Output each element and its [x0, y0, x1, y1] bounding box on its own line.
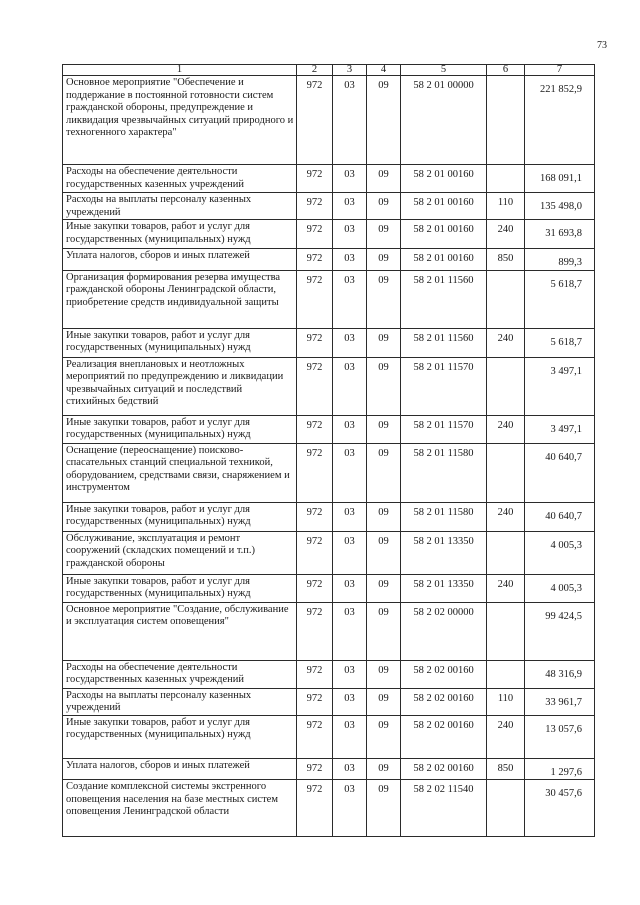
table-row — [63, 443, 595, 502]
row-target-code: 58 2 01 11560 — [401, 328, 487, 357]
row-subsection: 09 — [367, 76, 401, 165]
row-expense-type — [487, 531, 525, 574]
row-section: 03 — [333, 76, 367, 165]
row-grbs: 972 — [297, 758, 333, 780]
row-name: Расходы на обеспечение деятельности государственных казенных учреждений — [63, 660, 297, 688]
row-amount: 135 498,0 — [525, 193, 595, 220]
row-subsection: 09 — [367, 531, 401, 574]
row-name: Расходы на обеспечение деятельности государственных казенных учреждений — [63, 165, 297, 193]
row-subsection: 09 — [367, 574, 401, 602]
row-expense-type: 850 — [487, 249, 525, 271]
header-col-4: 4 — [367, 65, 401, 76]
row-amount: 5 618,7 — [525, 270, 595, 328]
row-target-code: 58 2 01 11580 — [401, 443, 487, 502]
row-amount: 168 091,1 — [525, 165, 595, 193]
row-target-code: 58 2 02 00160 — [401, 660, 487, 688]
row-section: 03 — [333, 660, 367, 688]
row-amount: 40 640,7 — [525, 502, 595, 531]
row-target-code: 58 2 01 00000 — [401, 76, 487, 165]
row-grbs: 972 — [297, 249, 333, 271]
table-row — [63, 602, 595, 660]
row-target-code: 58 2 01 00160 — [401, 165, 487, 193]
row-section: 03 — [333, 443, 367, 502]
row-expense-type: 240 — [487, 415, 525, 443]
row-section: 03 — [333, 715, 367, 758]
row-amount: 4 005,3 — [525, 531, 595, 574]
row-section: 03 — [333, 357, 367, 415]
table-row — [63, 415, 595, 443]
row-grbs: 972 — [297, 574, 333, 602]
row-subsection: 09 — [367, 758, 401, 780]
table-header-row — [63, 65, 595, 76]
row-section: 03 — [333, 165, 367, 193]
row-subsection: 09 — [367, 602, 401, 660]
row-expense-type — [487, 165, 525, 193]
row-name: Иные закупки товаров, работ и услуг для государственных (муниципальных) нужд — [63, 715, 297, 758]
row-section: 03 — [333, 758, 367, 780]
row-section: 03 — [333, 780, 367, 837]
table-row — [63, 249, 595, 271]
row-grbs: 972 — [297, 220, 333, 249]
row-expense-type — [487, 660, 525, 688]
row-section: 03 — [333, 574, 367, 602]
row-name: Иные закупки товаров, работ и услуг для государственных (муниципальных) нужд — [63, 415, 297, 443]
header-col-1: 1 — [63, 65, 297, 76]
row-section: 03 — [333, 688, 367, 715]
row-expense-type: 240 — [487, 715, 525, 758]
row-name: Основное мероприятие "Обеспечение и поддержание в постоянной готовности систем гражданской обороны, предупреждение и ликвидация чрезвычайных ситуаций природного и техногенного характера" — [63, 76, 297, 165]
row-subsection: 09 — [367, 165, 401, 193]
row-section: 03 — [333, 502, 367, 531]
row-target-code: 58 2 01 11570 — [401, 357, 487, 415]
table-row — [63, 688, 595, 715]
row-target-code: 58 2 01 00160 — [401, 249, 487, 271]
row-name: Создание комплексной системы экстренного оповещения населения на базе местных систем оповещения Ленинградской области — [63, 780, 297, 837]
row-grbs: 972 — [297, 443, 333, 502]
header-col-2: 2 — [297, 65, 333, 76]
row-target-code: 58 2 02 00160 — [401, 688, 487, 715]
table-row — [63, 165, 595, 193]
row-expense-type: 850 — [487, 758, 525, 780]
row-name: Оснащение (переоснащение) поисково-спасательных станций специальной техникой, оборудованием, средствами связи, снаряжением и инструментом — [63, 443, 297, 502]
row-target-code: 58 2 01 11570 — [401, 415, 487, 443]
page-number: 73 — [597, 40, 607, 51]
row-section: 03 — [333, 220, 367, 249]
row-subsection: 09 — [367, 415, 401, 443]
row-amount: 33 961,7 — [525, 688, 595, 715]
row-target-code: 58 2 02 00000 — [401, 602, 487, 660]
table-row — [63, 780, 595, 837]
table-row — [63, 76, 595, 165]
row-subsection: 09 — [367, 193, 401, 220]
row-grbs: 972 — [297, 165, 333, 193]
row-grbs: 972 — [297, 602, 333, 660]
row-section: 03 — [333, 531, 367, 574]
row-grbs: 972 — [297, 660, 333, 688]
row-amount: 13 057,6 — [525, 715, 595, 758]
row-amount: 5 618,7 — [525, 328, 595, 357]
row-expense-type: 240 — [487, 574, 525, 602]
row-expense-type — [487, 602, 525, 660]
row-subsection: 09 — [367, 443, 401, 502]
row-target-code: 58 2 01 11580 — [401, 502, 487, 531]
row-expense-type — [487, 357, 525, 415]
row-amount: 40 640,7 — [525, 443, 595, 502]
row-grbs: 972 — [297, 502, 333, 531]
table-row — [63, 193, 595, 220]
row-section: 03 — [333, 328, 367, 357]
row-subsection: 09 — [367, 660, 401, 688]
row-section: 03 — [333, 249, 367, 271]
row-target-code: 58 2 01 13350 — [401, 574, 487, 602]
row-grbs: 972 — [297, 688, 333, 715]
row-target-code: 58 2 01 00160 — [401, 193, 487, 220]
row-name: Организация формирования резерва имущества гражданской обороны Ленинградской области, приобретение средств индивидуальной защиты — [63, 270, 297, 328]
row-expense-type: 110 — [487, 688, 525, 715]
row-grbs: 972 — [297, 270, 333, 328]
row-subsection: 09 — [367, 270, 401, 328]
row-target-code: 58 2 02 00160 — [401, 715, 487, 758]
budget-table-container — [62, 64, 594, 837]
row-amount: 3 497,1 — [525, 415, 595, 443]
row-name: Основное мероприятие "Создание, обслуживание и эксплуатация систем оповещения" — [63, 602, 297, 660]
table-row — [63, 758, 595, 780]
row-grbs: 972 — [297, 76, 333, 165]
row-target-code: 58 2 01 13350 — [401, 531, 487, 574]
header-col-6: 6 — [487, 65, 525, 76]
row-section: 03 — [333, 602, 367, 660]
row-subsection: 09 — [367, 357, 401, 415]
row-subsection: 09 — [367, 688, 401, 715]
row-amount: 4 005,3 — [525, 574, 595, 602]
row-amount: 99 424,5 — [525, 602, 595, 660]
row-target-code: 58 2 01 11560 — [401, 270, 487, 328]
row-subsection: 09 — [367, 715, 401, 758]
row-expense-type — [487, 270, 525, 328]
row-grbs: 972 — [297, 328, 333, 357]
row-amount: 221 852,9 — [525, 76, 595, 165]
row-amount: 31 693,8 — [525, 220, 595, 249]
row-grbs: 972 — [297, 357, 333, 415]
table-row — [63, 660, 595, 688]
row-amount: 30 457,6 — [525, 780, 595, 837]
row-amount: 48 316,9 — [525, 660, 595, 688]
row-expense-type: 110 — [487, 193, 525, 220]
row-target-code: 58 2 02 00160 — [401, 758, 487, 780]
row-expense-type — [487, 780, 525, 837]
table-row — [63, 574, 595, 602]
row-subsection: 09 — [367, 220, 401, 249]
row-name: Уплата налогов, сборов и иных платежей — [63, 249, 297, 271]
table-row — [63, 502, 595, 531]
row-section: 03 — [333, 270, 367, 328]
row-expense-type: 240 — [487, 502, 525, 531]
header-col-5: 5 — [401, 65, 487, 76]
row-amount: 1 297,6 — [525, 758, 595, 780]
row-name: Расходы на выплаты персоналу казенных учреждений — [63, 193, 297, 220]
row-target-code: 58 2 01 00160 — [401, 220, 487, 249]
row-grbs: 972 — [297, 531, 333, 574]
row-grbs: 972 — [297, 193, 333, 220]
table-row — [63, 531, 595, 574]
row-name: Иные закупки товаров, работ и услуг для государственных (муниципальных) нужд — [63, 502, 297, 531]
table-row — [63, 220, 595, 249]
row-subsection: 09 — [367, 780, 401, 837]
header-col-3: 3 — [333, 65, 367, 76]
row-subsection: 09 — [367, 502, 401, 531]
row-name: Иные закупки товаров, работ и услуг для государственных (муниципальных) нужд — [63, 220, 297, 249]
row-subsection: 09 — [367, 328, 401, 357]
row-grbs: 972 — [297, 780, 333, 837]
table-row — [63, 270, 595, 328]
row-section: 03 — [333, 193, 367, 220]
row-amount: 899,3 — [525, 249, 595, 271]
row-name: Иные закупки товаров, работ и услуг для государственных (муниципальных) нужд — [63, 574, 297, 602]
table-row — [63, 715, 595, 758]
row-name: Уплата налогов, сборов и иных платежей — [63, 758, 297, 780]
row-expense-type — [487, 443, 525, 502]
row-section: 03 — [333, 415, 367, 443]
header-col-7: 7 — [525, 65, 595, 76]
table-row — [63, 357, 595, 415]
row-name: Расходы на выплаты персоналу казенных учреждений — [63, 688, 297, 715]
row-grbs: 972 — [297, 715, 333, 758]
row-expense-type: 240 — [487, 220, 525, 249]
budget-table — [62, 64, 595, 837]
row-expense-type: 240 — [487, 328, 525, 357]
row-name: Реализация внеплановых и неотложных мероприятий по предупреждению и ликвидации чрезвычайных ситуаций и последствий стихийных бедствий — [63, 357, 297, 415]
row-subsection: 09 — [367, 249, 401, 271]
row-grbs: 972 — [297, 415, 333, 443]
row-expense-type — [487, 76, 525, 165]
row-target-code: 58 2 02 11540 — [401, 780, 487, 837]
row-name: Обслуживание, эксплуатация и ремонт сооружений (складских помещений и т.п.) гражданской обороны — [63, 531, 297, 574]
row-name: Иные закупки товаров, работ и услуг для государственных (муниципальных) нужд — [63, 328, 297, 357]
row-amount: 3 497,1 — [525, 357, 595, 415]
table-row — [63, 328, 595, 357]
